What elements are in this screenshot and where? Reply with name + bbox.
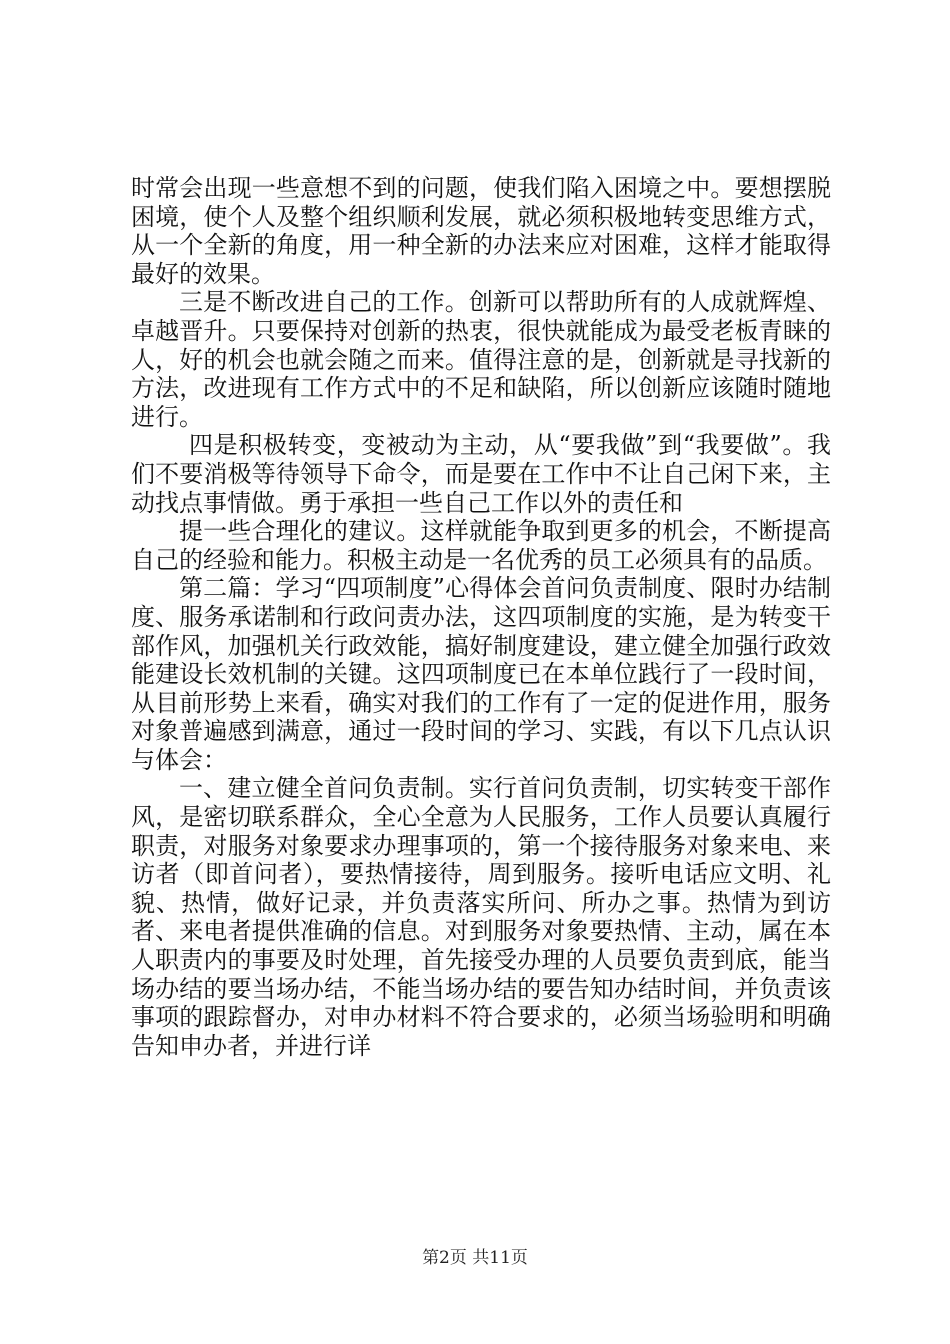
page-number-footer: 第2页 共11页: [422, 1248, 528, 1268]
paragraph-first-responsibility: 一、建立健全首问负责制。实行首问负责制，切实转变干部作风，是密切联系群众，全心全意为人民服务，工作人员要认真履行职责，对服务对象要求办理事项的，第一个接待服务对象来电、来访者（即首问者），要热情接待，周到服务。接听电话应文明、礼貌、热情，做好记录，并负责落实所问、所办之事。热情为到访者、来电者提供准确的信息。对到服务对象要热情、主动，属在本人职责内的事要及时处理，首先接受办理的人员要负责到底，能当场办结的要当场办结，不能当场办结的要告知办结时间，并负责该事项的跟踪督办，对申办材料不符合要求的，必须当场验明和明确告知申办者，并进行详: [131, 774, 831, 1060]
paragraph-second-article: 第二篇：学习“四项制度”心得体会首问负责制度、限时办结制度、服务承诺制和行政问责办法，这四项制度的实施，是为转变干部作风，加强机关行政效能，搞好制度建设，建立健全加强行政效能建设长效机制的关键。这四项制度已在本单位践行了一段时间，从目前形势上来看，确实对我们的工作有了一定的促进作用，服务对象普遍感到满意，通过一段时间的学习、实践，有以下几点认识与体会：: [131, 574, 831, 774]
paragraph-point-four: 四是积极转变，变被动为主动，从“要我做”到“我要做”。我们不要消极等待领导下命令，而是要在工作中不让自己闲下来，主动找点事情做。勇于承担一些自己工作以外的责任和: [131, 431, 831, 517]
paragraph-suggestions: 提一些合理化的建议。这样就能争取到更多的机会，不断提高自己的经验和能力。积极主动是一名优秀的员工必须具有的品质。: [131, 517, 831, 574]
paragraph-continuation: 时常会出现一些意想不到的问题，使我们陷入困境之中。要想摆脱困境，使个人及整个组织顺利发展，就必须积极地转变思维方式，从一个全新的角度，用一种全新的办法来应对困难，这样才能取得最好的效果。: [131, 174, 831, 288]
paragraph-point-three: 三是不断改进自己的工作。创新可以帮助所有的人成就辉煌、卓越晋升。只要保持对创新的热衷，很快就能成为最受老板青睐的人，好的机会也就会随之而来。值得注意的是，创新就是寻找新的方法，改进现有工作方式中的不足和缺陷，所以创新应该随时随地进行。: [131, 288, 831, 431]
document-body: [131, 174, 831, 1060]
